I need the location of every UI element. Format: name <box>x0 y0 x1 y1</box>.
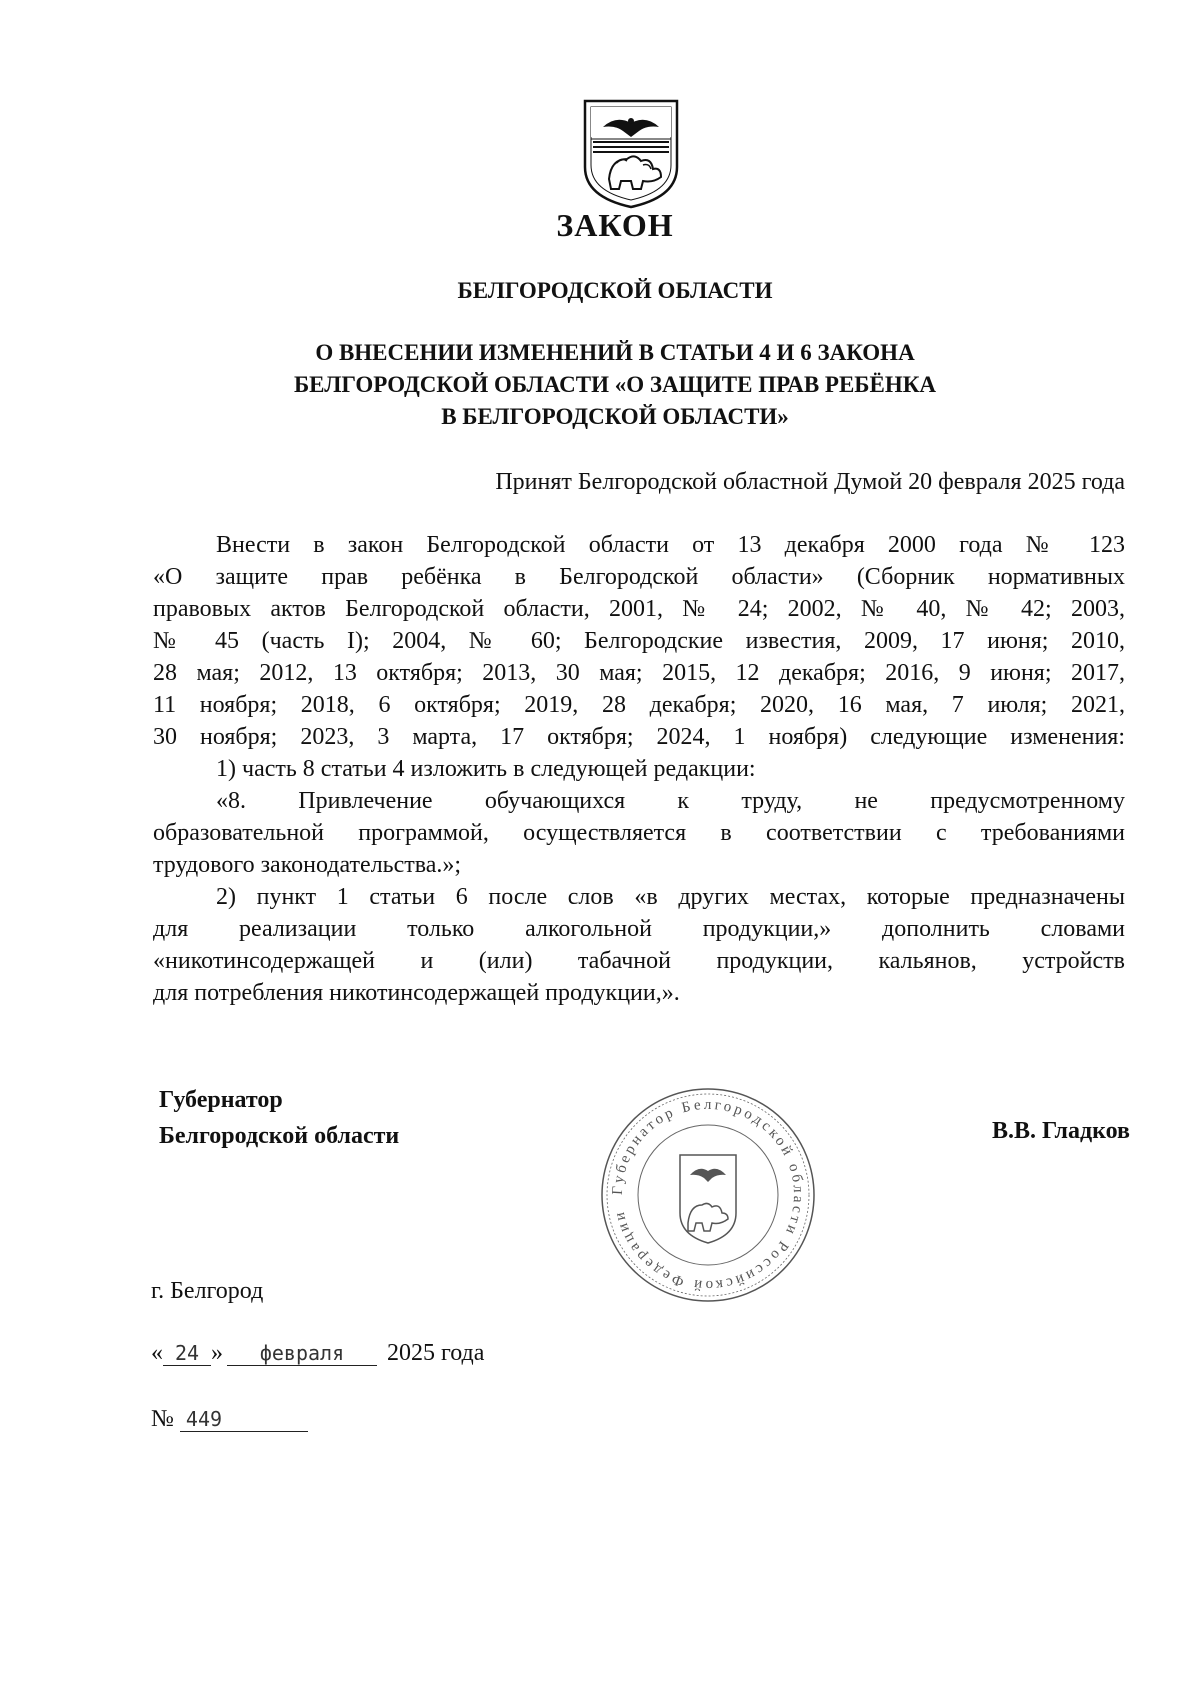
belgorod-coat-of-arms-icon <box>581 97 681 211</box>
signatory-title-line: Белгородской области <box>159 1123 400 1149</box>
body-line: Внести в закон Белгородской области от 13 декабря 2000 года № 123 <box>216 532 1125 558</box>
body-line: 28 мая; 2012, 13 октября; 2013, 30 мая; 2015, 12 декабря; 2016, 9 июня; 2017, <box>153 660 1125 686</box>
body-line: 11 ноября; 2018, 6 октября; 2019, 28 декабря; 2020, 16 мая, 7 июля; 2021, <box>153 692 1125 718</box>
body-line: образовательной программой, осуществляется в соответствии с требованиями <box>153 820 1125 846</box>
date-year: 2025 года <box>387 1340 485 1366</box>
official-seal-icon <box>598 1085 818 1305</box>
seal-text: Губернатор Белгородской области Российской Федерации <box>609 1096 807 1294</box>
subject-line: БЕЛГОРОДСКОЙ ОБЛАСТИ «О ЗАЩИТЕ ПРАВ РЕБЁНКА <box>293 372 937 397</box>
body-line: 2) пункт 1 статьи 6 после слов «в других местах, которые предназначены <box>216 884 1125 910</box>
body-line: «8. Привлечение обучающихся к труду, не предусмотренному <box>216 788 1125 814</box>
date-open-quote: « <box>151 1340 163 1366</box>
subject-line: В БЕЛГОРОДСКОЙ ОБЛАСТИ» <box>441 404 789 429</box>
law-number-value: 449 <box>180 1407 308 1432</box>
body-line: правовых актов Белгородской области, 2001, № 24; 2002, № 40, № 42; 2003, <box>153 596 1125 622</box>
date-day: 24 <box>163 1341 211 1366</box>
signing-date <box>151 1340 484 1367</box>
body-line: трудового законодательства.»; <box>153 852 462 878</box>
law-subject <box>0 337 1200 433</box>
body-line: для реализации только алкогольной продукции,» дополнить словами <box>153 916 1125 942</box>
signatory-title <box>159 1082 399 1154</box>
body-line: для потребления никотинсодержащей продукции,». <box>153 980 680 1006</box>
signing-place: г. Белгород <box>151 1278 264 1304</box>
body-line: «О защите прав ребёнка в Белгородской области» (Сборник нормативных <box>153 564 1125 590</box>
law-number <box>151 1406 308 1433</box>
number-sign: № <box>151 1406 174 1432</box>
region-heading: БЕЛГОРОДСКОЙ ОБЛАСТИ <box>457 278 773 303</box>
date-close-quote: » <box>211 1340 223 1366</box>
subject-line: О ВНЕСЕНИИ ИЗМЕНЕНИЙ В СТАТЬИ 4 И 6 ЗАКОНА <box>315 340 915 365</box>
body-line: 1) часть 8 статьи 4 изложить в следующей редакции: <box>216 756 756 782</box>
svg-text:Губернатор Белгородской област <box>610 1097 806 1293</box>
body-line: № 45 (часть I); 2004, № 60; Белгородские известия, 2009, 17 июня; 2010, <box>153 628 1125 654</box>
law-heading: ЗАКОН <box>556 207 674 243</box>
body-line: «никотинсодержащей и (или) табачной продукции, кальянов, устройств <box>153 948 1125 974</box>
date-month: февраля <box>227 1341 377 1366</box>
law-body <box>153 529 1125 1009</box>
signatory-name: В.В. Гладков <box>991 1118 1130 1144</box>
body-line: 30 ноября; 2023, 3 марта, 17 октября; 2024, 1 ноября) следующие изменения: <box>153 724 1125 750</box>
signatory-title-line: Губернатор <box>159 1087 283 1113</box>
adoption-note: Принят Белгородской областной Думой 20 февраля 2025 года <box>495 469 1125 495</box>
